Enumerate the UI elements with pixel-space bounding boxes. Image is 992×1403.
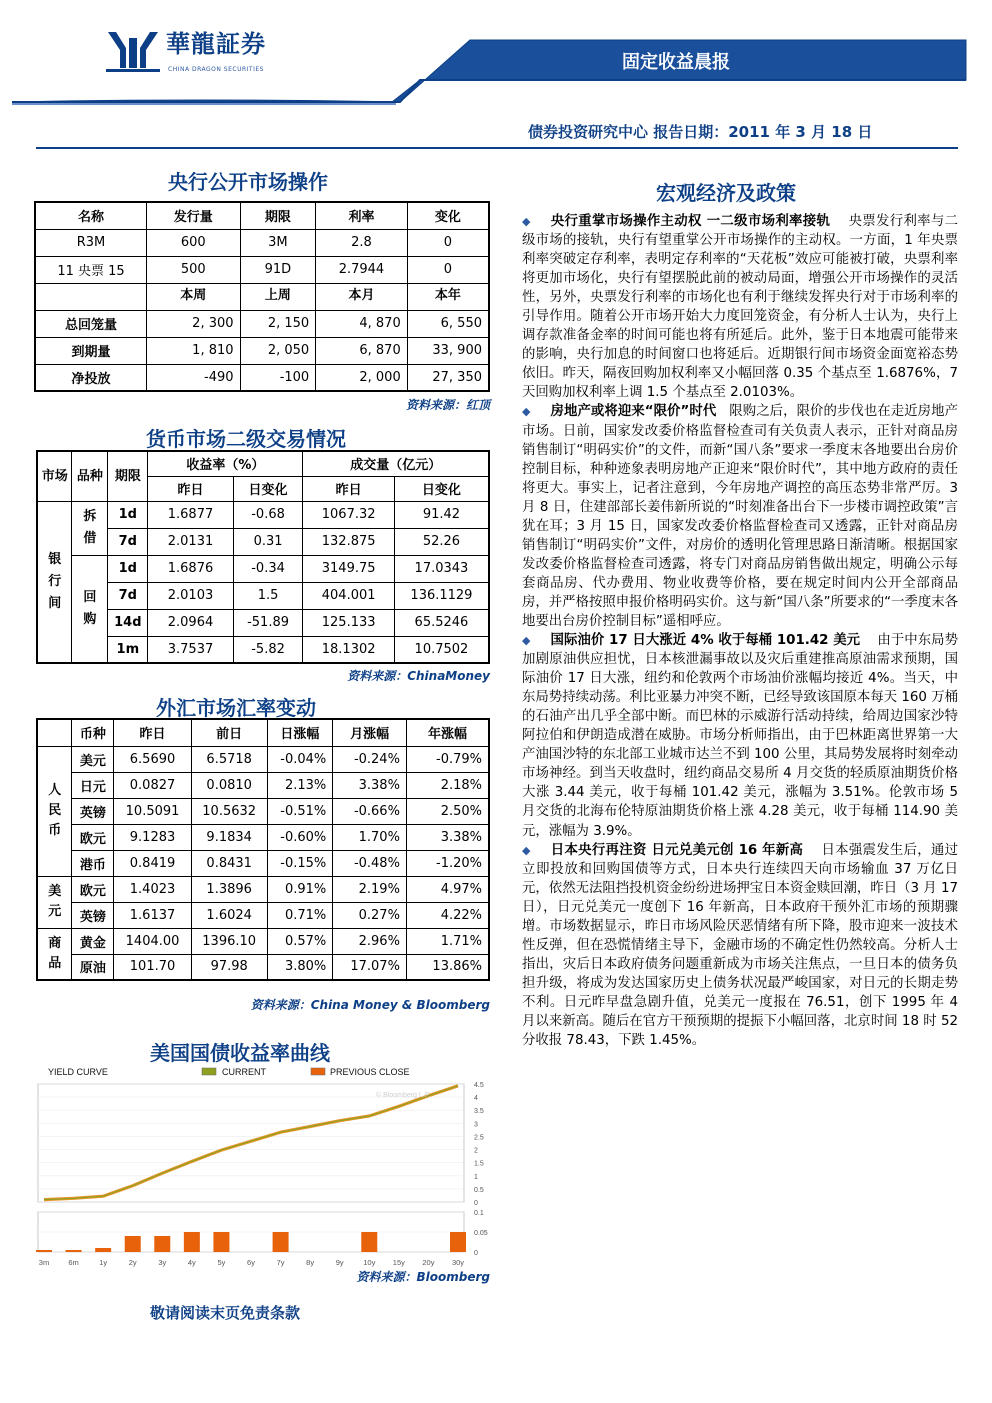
watermark-label: © Bloomberg L.P. — [376, 1092, 431, 1099]
disclaimer-note: 敬请阅读末页免责条款 — [150, 1304, 301, 1322]
change-bar — [95, 1248, 111, 1252]
y-tick-label: 0 — [474, 1250, 478, 1257]
table-row: 欧元 9.1283 9.1834 -0.60% 1.70% 3.38% — [37, 824, 489, 850]
x-tick-label: 3y — [158, 1258, 167, 1267]
legend-swatch — [311, 1068, 325, 1075]
curve-title: 美国国债收益率曲线 — [150, 1041, 330, 1065]
table-row: 人民币 美元 6.5690 6.5718 -0.04% -0.24% -0.79% — [37, 746, 489, 772]
y-tick-label: 0.1 — [474, 1210, 484, 1217]
report-type: 固定收益晨报 — [622, 52, 730, 73]
table-header-row: 市场 品种 期限 收益率（%） 成交量（亿元） — [37, 451, 489, 476]
table-row: 英镑 10.5091 10.5632 -0.51% -0.66% 2.50% — [37, 798, 489, 824]
x-tick-label: 2y — [128, 1258, 137, 1267]
table-row: R3M 600 3M 2.8 0 — [35, 229, 489, 256]
change-bar — [154, 1236, 170, 1252]
plot-area — [38, 1084, 464, 1202]
news-item: ◆ 日本央行再注资 日元兑美元创 16 年新高 日本强震发生后，通过立即投放和回购国债等方式，日本央行连续四天向市场输血 37 万亿日元，依然无法阻挡投机资金纷纷进场押宝日本资金赎回潮，昨日（3 月 17 日），日元兑美元一度创下 16 年新高，日本政府干预外汇市场的预期骤增。市场数据显示，昨日市场风险厌恶情绪有所下降，股市迎来一波技术性反弹，但在恐慌情绪主导下，金融市场的不确定性仍然较高。分析人士指出，灾后日本政府债务问题重新成为市场关注焦点，一旦日本的债务负担升级，将成为发达国家历史上债务状况最严峻国家，对日元的长期走势不利。日元昨早盘急剧升值，兑美元一度报在 76.51，创下 1995 年 4 月以来新高。随后在官方干预预期的提振下小幅回落，北京时间 18 时 52 分收报 78.43，下跌 1.45%。 — [522, 842, 959, 1049]
table-row: 银行间 拆借 1d 1.6877 -0.68 1067.32 91.42 — [37, 501, 489, 528]
table-header-row: 昨日 日变化 昨日 日变化 — [37, 476, 489, 501]
macro-title: 宏观经济及政策 — [656, 181, 796, 205]
y-tick-label: 2.5 — [474, 1134, 484, 1142]
report-date: 债券投资研究中心 报告日期：2011 年 3 月 18 日 — [528, 123, 873, 141]
table-row: 美元 欧元 1.4023 1.3896 0.91% 2.19% 4.97% — [37, 876, 489, 902]
x-tick-label: 10y — [363, 1258, 376, 1267]
change-bar — [213, 1232, 229, 1252]
y-tick-label: 1.5 — [474, 1160, 484, 1168]
table-row: 14d 2.0964 -51.89 125.133 65.5246 — [37, 609, 489, 636]
change-bar — [273, 1232, 289, 1252]
omo-source: 资料来源：红顶 — [405, 398, 490, 412]
change-bar — [125, 1236, 141, 1252]
bullet-icon: ◆ — [522, 634, 531, 648]
y-tick-label: 0 — [474, 1200, 478, 1207]
x-tick-label: 3m — [38, 1258, 50, 1267]
x-tick-label: 4y — [187, 1258, 196, 1267]
legend-swatch — [202, 1068, 216, 1075]
legend-label: PREVIOUS CLOSE — [330, 1067, 410, 1077]
change-bar — [361, 1232, 377, 1252]
x-tick-label: 9y — [335, 1258, 344, 1267]
news-item: ◆ 房地产或将迎来“限价”时代 限购之后，限价的步伐也在走近房地产市场。日前，国家发改委价格监督检查司有关负责人表示，正针对商品房销售制订“明码实价”的文件，而新“国八条”要求一季度末各地要出台房价控制目标，种种迹象表明房地产正迎来“限价时代”，其中地方政府的责任将更大。事实上，记者注意到，今年房地产调控的高压态势非常严厉。3 月 8 日，住建部部长姜伟新所说的“时刻准备出台下一步楼市调控政策”言犹在耳；3 月 15 日，国家发改委价格监督检查司又透露，正针对商品房销售制订“明码实价”文件，对房价的透明化管理思路日渐清晰。根据国家发改委价格监督检查司透露，将专门对商品房销售做出规定，明确公示每套商品房、代办费用、物业收费等价格，要在规定时间内公开全部商品房，并严格按照申报价格明码实价。这与新“国八条”所要求的“一季度末各地要出台房价控制目标”遥相呼应。 — [522, 404, 958, 629]
y-tick-label: 2 — [474, 1147, 478, 1155]
omo-title: 央行公开市场操作 — [168, 170, 328, 194]
y-tick-label: 3 — [474, 1121, 478, 1129]
table-row: 原油 101.70 97.98 3.80% 17.07% 13.86% — [37, 954, 489, 980]
company-logo-icon — [104, 28, 162, 72]
company-name-en: CHINA DRAGON SECURITIES — [168, 66, 264, 73]
table-row: 回购 1d 1.6876 -0.34 3149.75 17.0343 — [37, 555, 489, 582]
legend-label: CURRENT — [222, 1067, 266, 1077]
bullet-icon: ◆ — [522, 405, 531, 419]
change-bar — [36, 1250, 52, 1252]
y-tick-label: 1 — [474, 1173, 478, 1181]
news-item: ◆ 国际油价 17 日大涨近 4% 收于每桶 101.42 美元 由于中东局势加剧原油供应担忧，日本核泄漏事故以及灾后重建推高原油需求预期，国际油价 17 日大涨，纽约和伦敦两个市场油价涨幅均接近 4%。当天，中东局势持续动荡。利比亚暴力冲突不断，已经导致该国原本每天 160 万桶的石油产出几乎全部中断。而巴林的示威游行活动持续，给周边国家沙特阿拉伯和伊朗造成潜在威胁。市场分析师指出，由于巴林距离世界第一大产油国沙特的东北部工业城市达兰不到 100 公里，其局势发展将时刻牵动市场神经。到当天收盘时，纽约商品交易所 4 月交货的轻质原油期货价格大涨 3.44 美元，收于每桶 101.42 美元，涨幅为 3.51%。伦敦市场 5 月交货的北海布伦特原油期货价格上涨 4.28 美元，收于每桶 114.90 美元，涨幅为 3.9%。 — [522, 633, 958, 839]
table-row: 1m 3.7537 -5.82 18.1302 10.7502 — [37, 636, 489, 663]
x-tick-label: 6y — [247, 1258, 255, 1267]
omo-table — [34, 201, 490, 392]
fx-title: 外汇市场汇率变动 — [156, 696, 316, 720]
news-item: ◆ 央行重掌市场操作主动权 一二级市场利率接轨 央票发行利率与二级市场的接轨，央行有望重掌公开市场操作的主动权。一方面，1 年央票利率突破定存利率，表明定存利率的“天花板”效应可能被打破，央票利率将更加市场化，央行有望摆脱此前的被动局面，增强公开市场操作的灵活性，另外，央票发行利率的市场化也有利于继续发挥央行对于市场利率的引导作用。随着公开市场开始大力度回笼资金，有分析人士认为，央行上调存款准备金率的时间可能也将有所延后。此外，鉴于日本地震可能带来的影响，央行加息的时间窗口也将延后。近期银行间市场资金面宽裕态势依旧。昨天，隔夜回购加权利率又小幅回落 0.35 个基点至 1.6876%，7 天回购加权利率上调 1.5 个基点至 2.0103%。 — [522, 214, 958, 401]
x-tick-label: 15y — [392, 1258, 405, 1267]
table-header-row: 币种 昨日 前日 日涨幅 月涨幅 年涨幅 — [37, 719, 489, 746]
header-rule — [36, 147, 958, 149]
fx-source: 资料来源：China Money & Bloomberg — [250, 998, 490, 1012]
change-bar — [450, 1232, 466, 1252]
change-bar — [184, 1232, 200, 1252]
company-name: 華龍証券 — [166, 29, 266, 58]
table-row: 到期量 1, 810 2, 050 6, 870 33, 900 — [35, 337, 489, 364]
y-tick-label: 4 — [474, 1095, 478, 1103]
table-row: 日元 0.0827 0.0810 2.13% 3.38% 2.18% — [37, 772, 489, 798]
x-tick-label: 6m — [68, 1258, 79, 1267]
x-tick-label: 30y — [451, 1258, 465, 1267]
macro-news — [522, 212, 958, 1050]
table-row: 7d 2.0131 0.31 132.875 52.26 — [37, 528, 489, 555]
x-tick-label: 7y — [276, 1258, 285, 1267]
x-tick-label: 8y — [306, 1258, 315, 1267]
table-row: 商品 黄金 1404.00 1396.10 0.57% 2.96% 1.71% — [37, 928, 489, 954]
yield-curve-chart — [36, 1064, 492, 1270]
x-tick-label: 1y — [99, 1258, 108, 1267]
table-row: 英镑 1.6137 1.6024 0.71% 0.27% 4.22% — [37, 902, 489, 928]
table-header-row: 本周 上周 本月 本年 — [35, 283, 489, 310]
table-row: 11 央票 15 500 91D 2.7944 0 — [35, 256, 489, 283]
money-table — [36, 450, 490, 664]
table-row: 7d 2.0103 1.5 404.001 136.1129 — [37, 582, 489, 609]
money-source: 资料来源：ChinaMoney — [347, 669, 490, 683]
table-row: 总回笼量 2, 300 2, 150 4, 870 6, 550 — [35, 310, 489, 337]
y-tick-label: 4.5 — [474, 1082, 484, 1089]
table-row: 净投放 -490 -100 2, 000 27, 350 — [35, 364, 489, 391]
y-tick-label: 0.05 — [474, 1230, 488, 1237]
bullet-icon: ◆ — [522, 843, 531, 857]
money-title: 货币市场二级交易情况 — [146, 427, 346, 451]
y-tick-label: 0.5 — [474, 1186, 484, 1194]
y-tick-label: 3.5 — [474, 1108, 484, 1116]
table-header-row: 名称 发行量 期限 利率 变化 — [35, 202, 489, 229]
x-tick-label: 5y — [217, 1258, 226, 1267]
chart-title: YIELD CURVE — [48, 1067, 108, 1077]
x-tick-label: 20y — [422, 1258, 435, 1267]
table-row: 港币 0.8419 0.8431 -0.15% -0.48% -1.20% — [37, 850, 489, 876]
bullet-icon: ◆ — [522, 215, 531, 228]
fx-table — [36, 718, 490, 981]
change-bar — [66, 1250, 82, 1252]
curve-source: 资料来源：Bloomberg — [356, 1270, 490, 1284]
